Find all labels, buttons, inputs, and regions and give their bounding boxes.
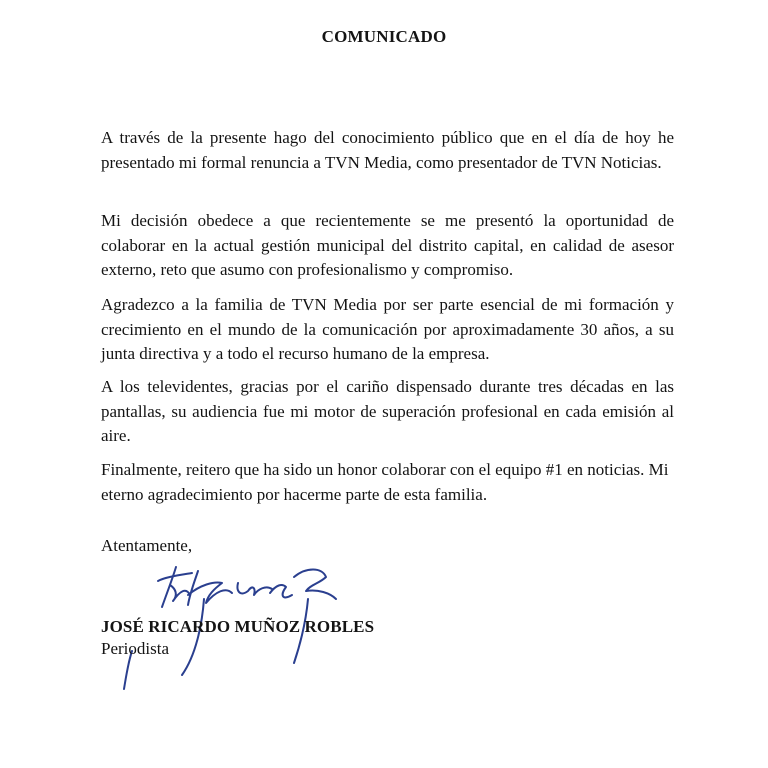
paragraph-resignation: A través de la presente hago del conocimiento público que en el día de hoy he presentado mi formal renuncia a TVN Media, como presentador de TVN Noticias. [101,128,674,172]
paragraph-thanks-viewers: A los televidentes, gracias por el cariño dispensado durante tres décadas en las pantallas, su audiencia fue mi motor de superación profesional en cada emisión al aire. [101,377,674,445]
paragraph-reason: Mi decisión obedece a que recientemente se me presentó la oportunidad de colaborar en la actual gestión municipal del distrito capital, en calidad de asesor externo, reto que asumo con profesionalismo y compromiso. [101,211,674,279]
paragraph-final: Finalmente, reitero que ha sido un honor colaborar con el equipo #1 en noticias. Mi eterno agradecimiento por hacerme parte de esta familia. [101,460,669,504]
signer-name: JOSÉ RICARDO MUÑOZ ROBLES [101,617,375,636]
closing-salutation: Atentamente, [101,536,193,555]
signer-role: Periodista [101,639,169,658]
paragraph-thanks-company: Agradezco a la familia de TVN Media por ser parte esencial de mi formación y crecimiento en el mundo de la comunicación por aproximadamente 30 años, a su junta directiva y a todo el recurso humano de la empresa. [101,295,674,363]
document-title: COMUNICADO [321,27,447,46]
